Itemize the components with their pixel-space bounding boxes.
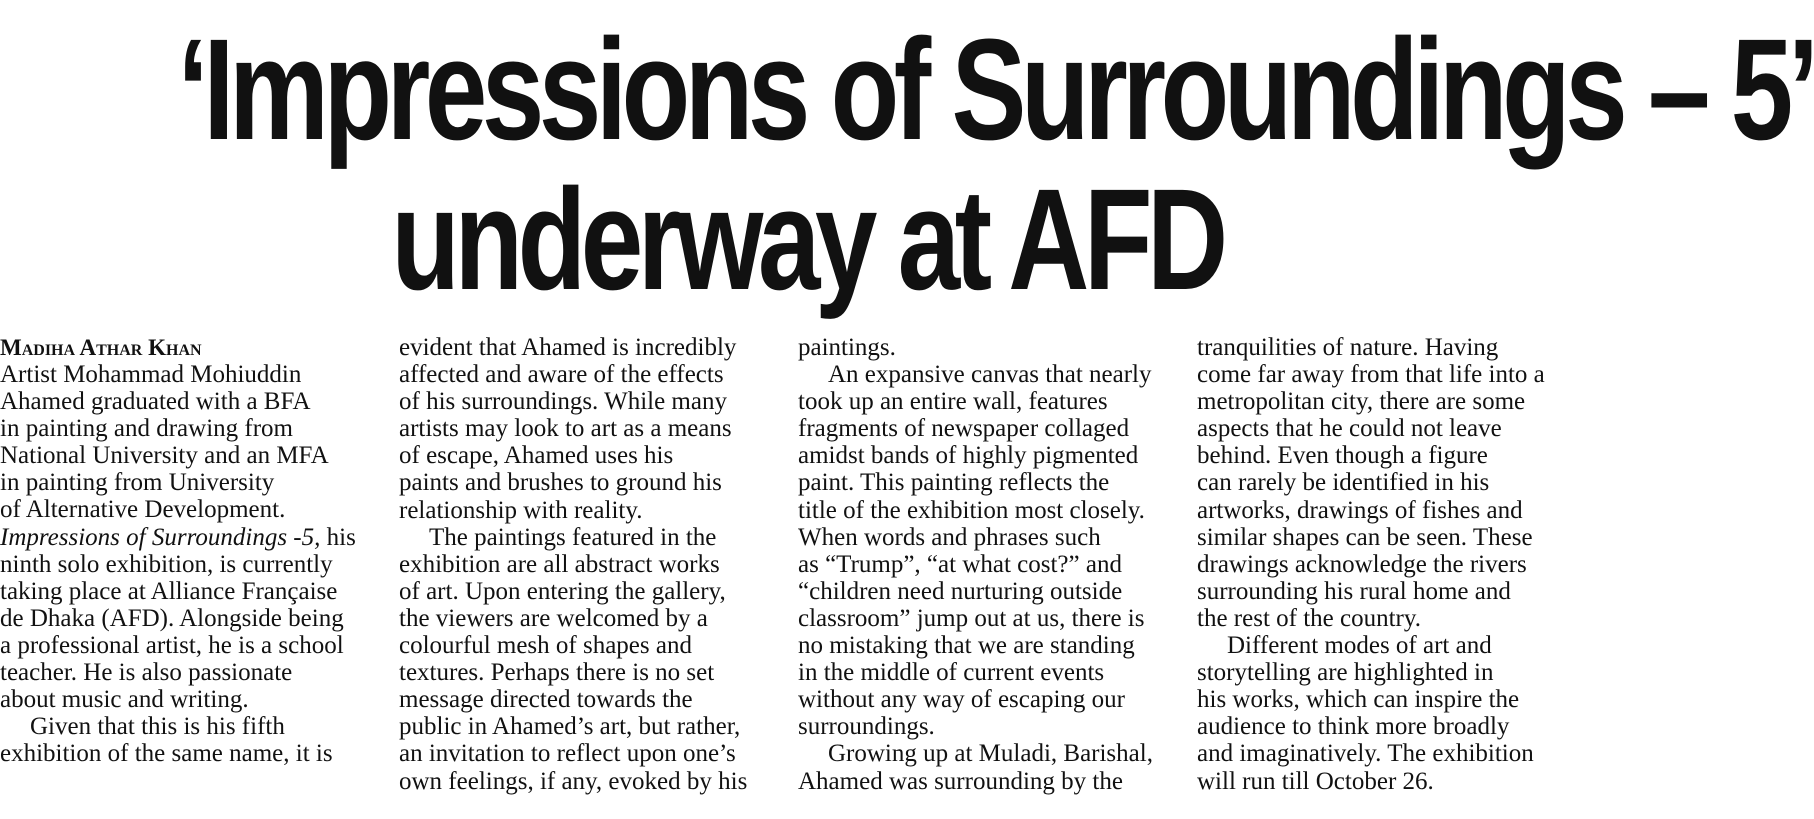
text-line: Ahamed graduated with a BFA: [0, 388, 311, 416]
text-line: surroundings.: [798, 713, 935, 741]
text-line: an invitation to reflect upon one’s: [399, 740, 736, 768]
text-line: as “Trump”, “at what cost?” and: [798, 550, 1122, 578]
text-line: artists may look to art as a means: [399, 415, 732, 443]
text-line: in painting from University: [0, 469, 275, 497]
text-line: own feelings, if any, evoked by his: [399, 767, 748, 795]
text-line: affected and aware of the effects: [399, 361, 724, 389]
text-line: metropolitan city, there are some: [1197, 388, 1526, 416]
text-line: ninth solo exhibition, is currently: [0, 550, 333, 578]
text-line: behind. Even though a figure: [1197, 442, 1488, 470]
text-line: tranquilities of nature. Having: [1197, 334, 1499, 361]
text-line: The paintings featured in the: [429, 523, 717, 551]
text-line: artworks, drawings of fishes and: [1197, 496, 1523, 524]
text-line: drawings acknowledge the rivers: [1197, 550, 1527, 578]
exhibition-title-italic: Impressions of Surroundings -5,: [0, 523, 321, 551]
article-column-3: [798, 334, 1193, 795]
text-line: the viewers are welcomed by a: [399, 604, 708, 632]
text-line: title of the exhibition most closely.: [798, 496, 1145, 524]
headline-line-2: underway at AFD: [391, 159, 1223, 320]
text-line: no mistaking that we are standing: [798, 632, 1135, 660]
text-line: Growing up at Muladi, Barishal,: [828, 740, 1153, 768]
text-line: National University and an MFA: [0, 442, 329, 470]
text-line: Artist Mohammad Mohiuddin: [0, 361, 302, 388]
text-line: of escape, Ahamed uses his: [399, 442, 674, 470]
text-line: in the middle of current events: [798, 659, 1105, 687]
article-column-2: [399, 334, 794, 795]
text-line: teacher. He is also passionate: [0, 659, 293, 687]
text-line: about music and writing.: [0, 686, 249, 714]
text-line: can rarely be identified in his: [1197, 469, 1490, 497]
text-line: of Alternative Development.: [0, 496, 286, 524]
text-line: taking place at Alliance Française: [0, 577, 338, 605]
text-line: paintings.: [798, 334, 896, 361]
text-line: his works, which can inspire the: [1197, 686, 1520, 714]
text-line: of his surroundings. While many: [399, 388, 727, 416]
text-line: An expansive canvas that nearly: [828, 361, 1152, 389]
text-line: colourful mesh of shapes and: [399, 632, 692, 660]
text-line: paints and brushes to ground his: [399, 469, 722, 497]
article-column-1: [0, 334, 395, 767]
text-line: in painting and drawing from: [0, 415, 293, 443]
text-line: classroom” jump out at us, there is: [798, 604, 1145, 632]
text-fragment: his: [320, 523, 356, 551]
text-line: come far away from that life into a: [1197, 361, 1545, 389]
text-line: Ahamed was surrounding by the: [798, 767, 1123, 795]
text-line: without any way of escaping our: [798, 686, 1126, 714]
text-line: evident that Ahamed is incredibly: [399, 334, 737, 361]
article-column-4: [1197, 334, 1592, 795]
text-line: a professional artist, he is a school: [0, 631, 344, 659]
text-line: exhibition of the same name, it is: [0, 740, 333, 768]
text-line: similar shapes can be seen. These: [1197, 523, 1533, 551]
text-line: textures. Perhaps there is no set: [399, 659, 715, 687]
text-line: aspects that he could not leave: [1197, 415, 1502, 443]
text-line: relationship with reality.: [399, 496, 643, 524]
text-line: audience to think more broadly: [1197, 713, 1510, 741]
text-line: public in Ahamed’s art, but rather,: [399, 713, 741, 741]
text-line: and imaginatively. The exhibition: [1197, 740, 1534, 768]
text-line: When words and phrases such: [798, 523, 1101, 551]
text-line: of art. Upon entering the gallery,: [399, 577, 726, 605]
text-line: fragments of newspaper collaged: [798, 415, 1130, 443]
text-line: “children need nurturing outside: [798, 577, 1123, 605]
text-line: took up an entire wall, features: [798, 388, 1108, 416]
text-line: [0, 524, 395, 551]
text-line: de Dhaka (AFD). Alongside being: [0, 604, 344, 632]
text-line: will run till October 26.: [1197, 767, 1434, 795]
text-line: surrounding his rural home and: [1197, 577, 1511, 605]
text-line: Different modes of art and: [1227, 632, 1492, 660]
text-line: paint. This painting reflects the: [798, 469, 1110, 497]
text-line: exhibition are all abstract works: [399, 550, 720, 578]
byline: Madiha Athar Khan: [0, 335, 202, 360]
text-line: Given that this is his fifth: [30, 713, 285, 741]
text-line: the rest of the country.: [1197, 604, 1421, 632]
text-line: message directed towards the: [399, 686, 693, 714]
text-line: amidst bands of highly pigmented: [798, 442, 1139, 470]
headline-line-1: ‘Impressions of Surroundings – 5’: [177, 9, 1814, 170]
text-line: storytelling are highlighted in: [1197, 659, 1494, 687]
